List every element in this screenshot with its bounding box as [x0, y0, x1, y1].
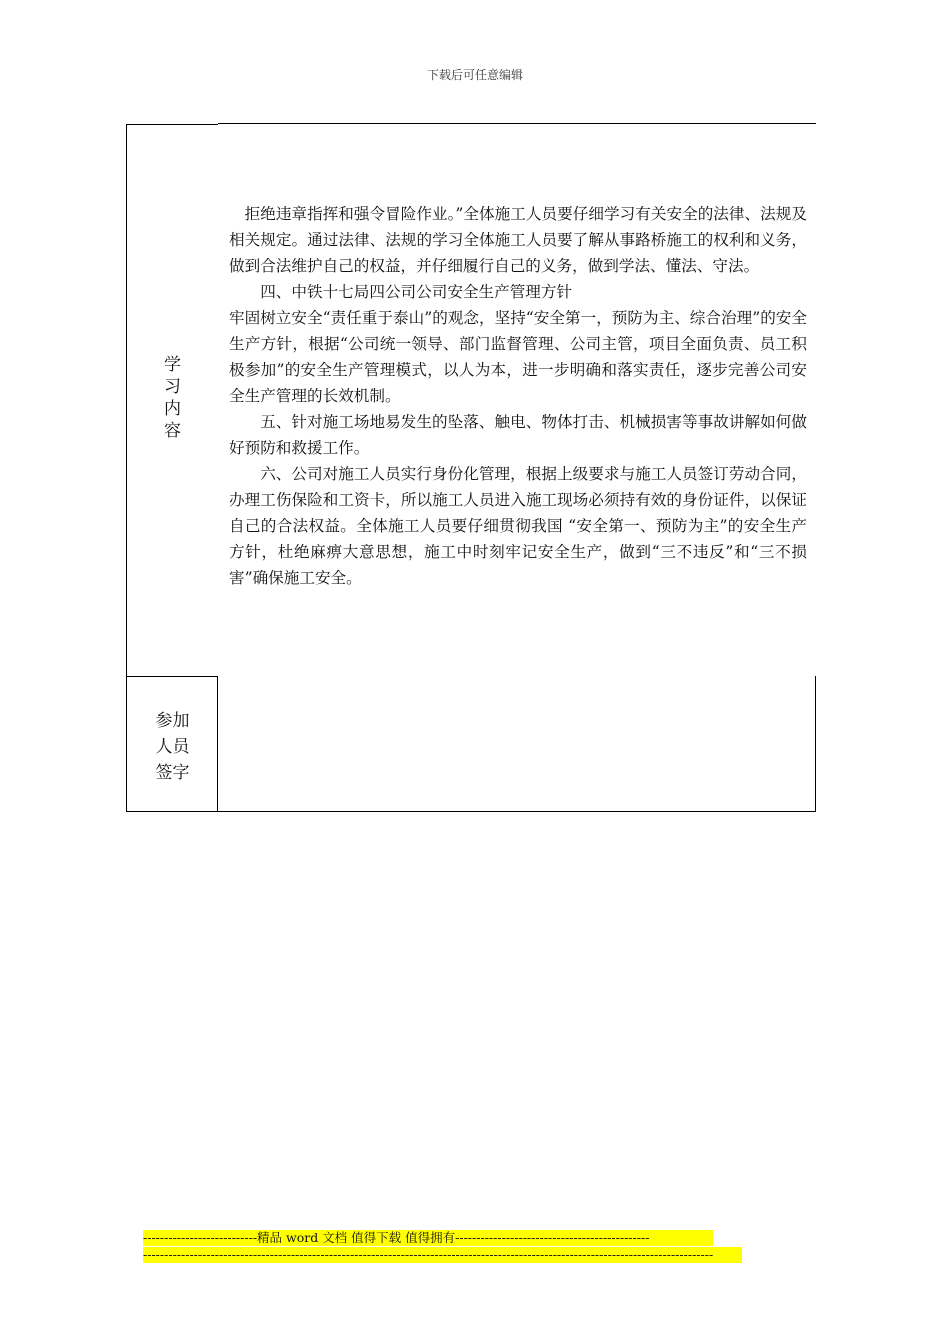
signature-label-line: 人员 — [155, 737, 190, 757]
content-paragraph: 五、针对施工场地易发生的坠落、触电、物体打击、机械损害等事故讲解如何做好预防和救援工作。 — [229, 413, 807, 457]
table-top-border-left — [127, 124, 218, 125]
signature-area[interactable] — [218, 677, 815, 811]
table-right-border — [815, 676, 816, 812]
table-bottom-border — [126, 811, 816, 812]
study-label-char: 容 — [164, 421, 181, 441]
header-note: 下载后可任意编辑 — [426, 68, 523, 82]
study-label-char: 习 — [164, 377, 181, 397]
content-paragraph: 六、公司对施工人员实行身份化管理，根据上级要求与施工人员签订劳动合同，办理工伤保险和工资卡，所以施工人员进入施工现场必须持有效的身份证件，以保证自己的合法权益。全体施工人员要仔细贯彻我国 “安全第一、预防为主”的安全生产方针，杜绝麻痹大意思想，施工中时刻牢记安全生产，做到“三不违反”和“三不损害”确保施工安全。 — [229, 465, 807, 587]
study-content-label — [127, 354, 218, 442]
footer-line-1: ---------------------------精品 word 文档 值得下载 值得拥有---------------------------------------------- — [143, 1230, 713, 1246]
signature-label — [127, 708, 218, 786]
study-content-body — [229, 201, 807, 591]
study-label-char: 内 — [164, 399, 181, 419]
content-paragraph: 拒绝违章指挥和强令冒险作业。”全体施工人员要仔细学习有关安全的法律、法规及相关规定。通过法律、法规的学习全体施工人员要了解从事路桥施工的权利和义务，做到合法维护自己的权益，并仔细履行自己的义务，做到学法、懂法、守法。 — [229, 205, 807, 275]
table-top-border-right — [218, 123, 816, 124]
footer-line-2: --------------------------------------------------------------------------------------------------------------------------------------- — [143, 1247, 742, 1263]
signature-label-line: 参加 — [155, 711, 190, 731]
content-paragraph: 牢固树立安全“责任重于泰山”的观念，坚持“安全第一，预防为主、综合治理”的安全生产方针，根据“公司统一领导、部门监督管理、公司主管，项目全面负责、员工积极参加”的安全生产管理模式，以人为本，进一步明确和落实责任，逐步完善公司安全生产管理的长效机制。 — [229, 309, 807, 405]
signature-label-line: 签字 — [155, 763, 190, 783]
row-divider — [127, 676, 218, 677]
content-heading: 四、中铁十七局四公司公司安全生产管理方针 — [260, 283, 573, 301]
study-label-char: 学 — [164, 355, 181, 375]
